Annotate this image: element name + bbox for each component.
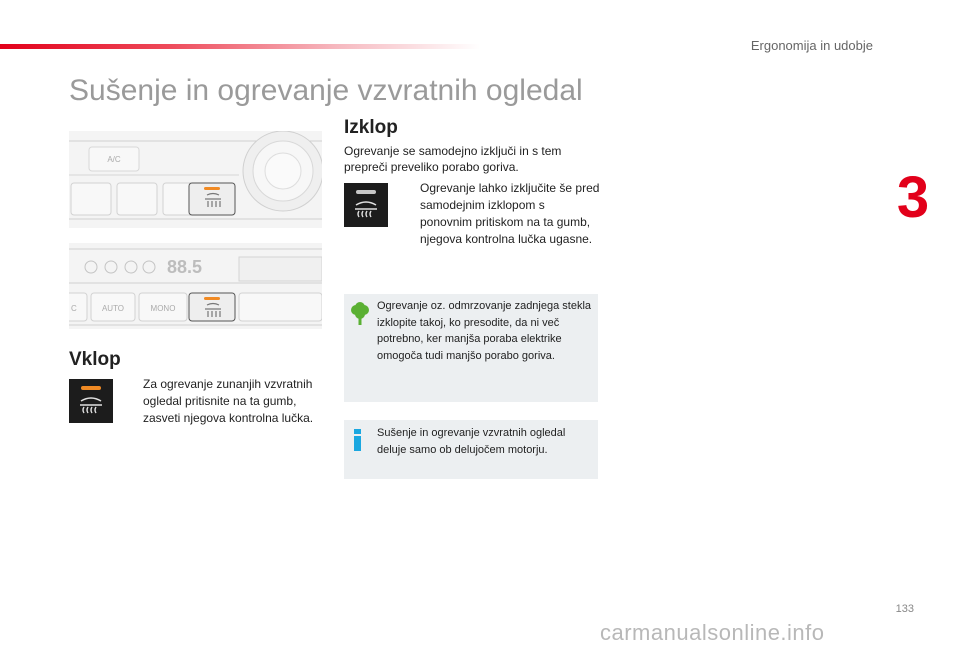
izklop-step [398, 180, 598, 260]
ac-label: A/C [107, 155, 121, 164]
auto-label: AUTO [101, 304, 125, 313]
mono-label: MONO [150, 304, 176, 313]
watermark: carmanualsonline.info [600, 620, 825, 645]
rear-defrost-button-off [344, 183, 388, 227]
rear-defrost-icon [353, 198, 379, 220]
rear-defrost-button-on [69, 379, 113, 423]
info-icon [354, 429, 361, 451]
page-number: 133 [895, 603, 914, 615]
vklop-step [121, 376, 321, 436]
tree-icon [350, 302, 370, 326]
page-title: Sušenje in ogrevanje vzvratnih ogledal [69, 74, 583, 107]
control-panel-illustration-lower [69, 243, 322, 329]
header-accent-bar [0, 44, 480, 49]
control-panel-illustration-upper [69, 131, 322, 228]
climate-display: 88.5 [167, 257, 203, 277]
vklop-step-text: Za ogrevanje zunanjih vzvratnih ogledal pritisnite na ta gumb, zasveti njegova kontrolna lučka. [143, 377, 314, 425]
c-label: C [71, 304, 77, 313]
section-name: Ergonomija in udobje [750, 38, 873, 53]
izklop-intro: Ogrevanje se samodejno izključi in s tem prepreči preveliko porabo goriva. [344, 144, 562, 174]
indicator-led-on [81, 386, 101, 390]
heading-vklop: Vklop [69, 349, 121, 370]
indicator-led-off [356, 190, 376, 194]
eco-note-text: Ogrevanje oz. odmrzovanje zadnjega stekla izklopite takoj, ko presodite, da ni več potrebno, ker manjša poraba elektrike omogoča tudi manjšo porabo goriva. [377, 300, 592, 362]
chapter-number: 3 [896, 165, 928, 230]
info-note [344, 420, 598, 479]
info-note-text: Sušenje in ogrevanje vzvratnih ogledal deluje samo ob delujočem motorju. [377, 427, 566, 456]
izklop-step-text: Ogrevanje lahko izključite še pred samodejnim izklopom s ponovnim pritiskom na ta gumb, njegova kontrolna lučka ugasne. [420, 181, 600, 246]
rear-defrost-icon [78, 394, 104, 416]
eco-note [344, 294, 598, 402]
heading-izklop: Izklop [344, 117, 398, 138]
